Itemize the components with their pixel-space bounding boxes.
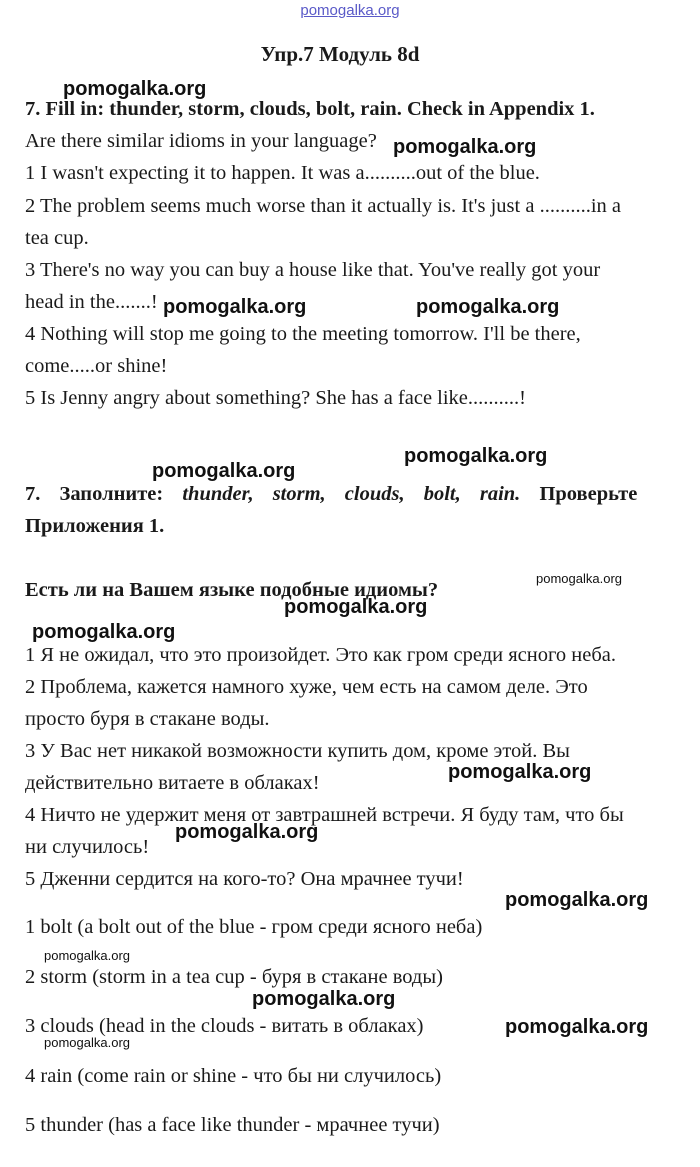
russian-heading [25,481,655,507]
watermark: pomogalka.org [404,445,548,467]
watermark: pomogalka.org [44,948,130,963]
english-item: head in the.......! [25,291,158,313]
watermark: pomogalka.org [393,136,537,158]
english-item: 5 Is Jenny angry about something? She has a face like..........! [25,387,526,409]
english-item: 1 I wasn't expecting it to happen. It was a..........out of the blue. [25,162,540,184]
russian-item: просто буря в стакане воды. [25,708,270,730]
russian-item: 3 У Вас нет никакой возможности купить дом, кроме этой. Вы [25,740,570,762]
watermark: pomogalka.org [416,296,560,318]
russian-item: 1 Я не ожидал, что это произойдет. Это как гром среди ясного неба. [25,644,616,666]
russian-item: ни случилось! [25,836,150,858]
watermark: pomogalka.org [175,821,319,843]
watermark: pomogalka.org [505,889,649,911]
english-item: 2 The problem seems much worse than it actually is. It's just a ..........in a [25,195,621,217]
answer-item: 3 clouds (head in the clouds - витать в облаках) [25,1015,424,1037]
russian-heading-suffix: Проверьте [539,483,638,505]
russian-question: Есть ли на Вашем языке подобные идиомы? [25,579,439,601]
russian-item: 4 Ничто не удержит меня от завтрашней встречи. Я буду там, что бы [25,804,624,826]
answer-item: 5 thunder (has a face like thunder - мрачнее тучи) [25,1114,440,1136]
russian-item: действительно витаете в облаках! [25,772,320,794]
english-item: 4 Nothing will stop me going to the meeting tomorrow. I'll be there, [25,323,581,345]
english-question: Are there similar idioms in your language? [25,130,377,152]
russian-heading-line2: Приложения 1. [25,515,165,537]
watermark: pomogalka.org [252,988,396,1010]
watermark: pomogalka.org [163,296,307,318]
watermark: pomogalka.org [505,1016,649,1038]
english-heading: 7. Fill in: thunder, storm, clouds, bolt, rain. Check in Appendix 1. [25,98,595,120]
page-title: Упр.7 Модуль 8d [260,42,420,66]
russian-item: 2 Проблема, кажется намного хуже, чем есть на самом деле. Это [25,676,588,698]
answer-item: 1 bolt (a bolt out of the blue - гром среди ясного неба) [25,916,483,938]
watermark: pomogalka.org [63,78,207,100]
russian-heading-prefix: 7. Заполните: [25,483,164,505]
watermark: pomogalka.org [32,621,176,643]
english-item: 3 There's no way you can buy a house like that. You've really got your [25,259,601,281]
watermark: pomogalka.org [152,460,296,482]
watermark: pomogalka.org [284,596,428,618]
watermark: pomogalka.org [44,1035,130,1050]
english-item: come.....or shine! [25,355,168,377]
russian-item: 5 Дженни сердится на кого-то? Она мрачнее тучи! [25,868,464,890]
english-item: tea cup. [25,227,89,249]
russian-heading-words: thunder, storm, clouds, bolt, rain. [182,483,521,505]
site-header-link[interactable]: pomogalka.org [300,2,400,19]
answer-item: 4 rain (come rain or shine - что бы ни случилось) [25,1065,442,1087]
watermark: pomogalka.org [536,571,622,586]
watermark: pomogalka.org [448,761,592,783]
answer-item: 2 storm (storm in a tea cup - буря в стакане воды) [25,966,443,988]
